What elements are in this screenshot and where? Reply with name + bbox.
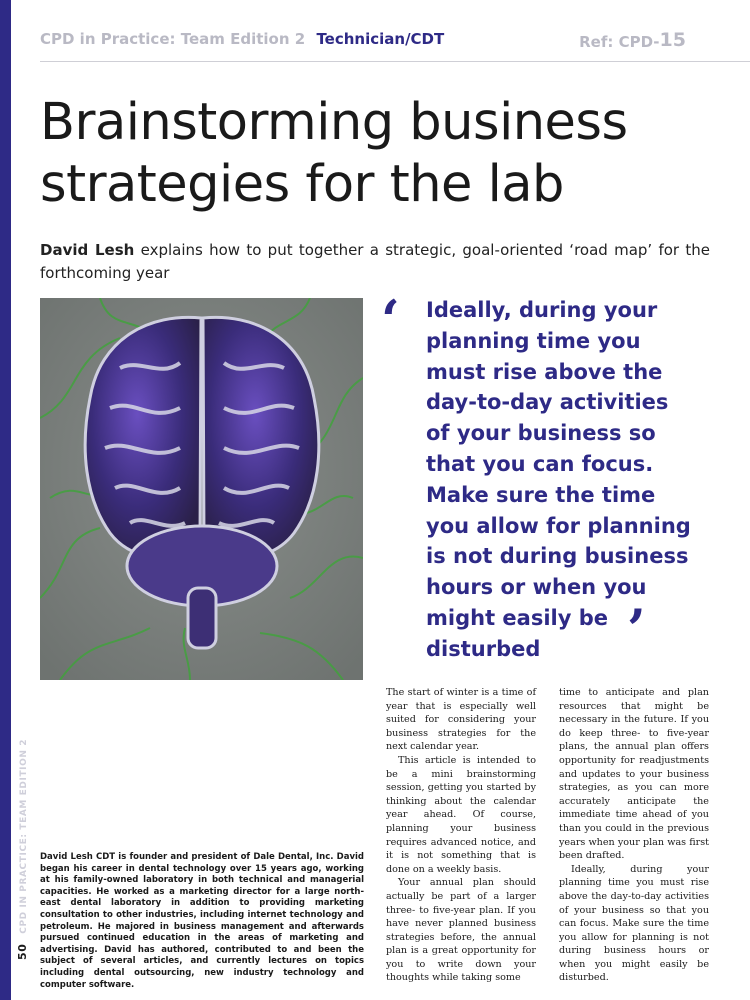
standfirst-text: explains how to put together a strategic, goal-oriented ‘road map’ for the forthcoming year bbox=[40, 241, 710, 282]
pull-quote-line: hours or when you bbox=[426, 575, 647, 600]
reference-code bbox=[579, 30, 686, 52]
pull-quote-line: of your business so bbox=[426, 421, 656, 446]
body-paragraph: This article is intended to be a mini brainstorming session, getting you started by thinking about the calendar year ahead. Of course, planning your business requires advanced notice, and it is not something that is done on a weekly basis. bbox=[386, 754, 536, 875]
standfirst bbox=[40, 239, 710, 285]
section-label: Technician/CDT bbox=[316, 30, 445, 48]
body-column-1 bbox=[386, 686, 536, 985]
publication-name: CPD IN PRACTICE: TEAM EDITION 2 bbox=[19, 738, 29, 934]
pull-quote-line: that you can focus. bbox=[426, 451, 654, 476]
pull-quote-line: might easily be bbox=[426, 605, 608, 630]
header-divider bbox=[40, 61, 750, 62]
body-paragraph: time to anticipate and plan resources that might be necessary in the future. If you do keep three- to five-year plans, the annual plan offers opportunity for readjustments and updates to your business strategies, as you can more accurately anticipate the immediate time ahead of you than you could in the previous years when your plan was first been drafted. bbox=[559, 687, 709, 862]
title-line-2: strategies for the lab bbox=[40, 155, 564, 214]
pull-quote-line: planning time you bbox=[426, 328, 641, 353]
pull-quote-line: is not during business bbox=[426, 544, 689, 569]
pull-quote-line: day-to-day activities bbox=[426, 390, 669, 415]
body-paragraph: The start of winter is a time of year that is especially well suited for considering your business strategies for the next calendar year. bbox=[386, 687, 536, 753]
brain-stem bbox=[188, 588, 216, 648]
running-header bbox=[40, 30, 710, 56]
open-quote-mark: ‘ bbox=[381, 288, 400, 352]
reference-label: Ref: CPD- bbox=[579, 33, 660, 51]
article-title bbox=[40, 92, 720, 216]
pull-quote-line: Make sure the time bbox=[426, 482, 656, 507]
body-paragraph: Ideally, during your planning time you must rise above the day-to-day activities of your business so that you can focus. Make sure the time you allow for planning is not during business hours or when you might easily be disturbed. bbox=[559, 863, 709, 984]
author-bio: David Lesh CDT is founder and president of Dale Dental, Inc. David began his career in dental technology over 15 years ago, working at his family-owned laboratory in both technical and managerial capacities. He worked as a marketing director for a large north-east dental laboratory in addition to providing marketing consultation to other industries, including internet technology and petroleum. He majored in business management and afterwards pursued continued education in the areas of marketing and advertising. David has authored, contributed to and been the subject of several articles, and currently lectures on topics including dental outsourcing, new industry technology and computer software. bbox=[40, 852, 364, 990]
author-name: David Lesh bbox=[40, 241, 135, 259]
left-accent-bar bbox=[0, 0, 11, 1000]
pull-quote-text bbox=[426, 295, 701, 665]
pull-quote-line: you allow for planning bbox=[426, 513, 691, 538]
body-paragraph: Your annual plan should actually be part of a larger three- to five-year plan. If you have never planned business strategies before, the annual plan is a great opportunity for you to write down your thoughts while taking some bbox=[386, 877, 536, 984]
brain-illustration bbox=[40, 298, 363, 680]
pull-quote-line: disturbed bbox=[426, 636, 541, 661]
close-quote-mark: ’ bbox=[627, 597, 646, 661]
body-column-2 bbox=[559, 686, 709, 985]
vertical-folio bbox=[16, 739, 29, 960]
pull-quote-line: Ideally, during your bbox=[426, 298, 658, 322]
page-number: 50 bbox=[16, 943, 29, 960]
reference-number: 15 bbox=[659, 29, 686, 51]
title-line-1: Brainstorming business bbox=[40, 93, 628, 152]
pull-quote-line: must rise above the bbox=[426, 359, 663, 384]
series-title: CPD in Practice: Team Edition 2 bbox=[40, 30, 306, 48]
